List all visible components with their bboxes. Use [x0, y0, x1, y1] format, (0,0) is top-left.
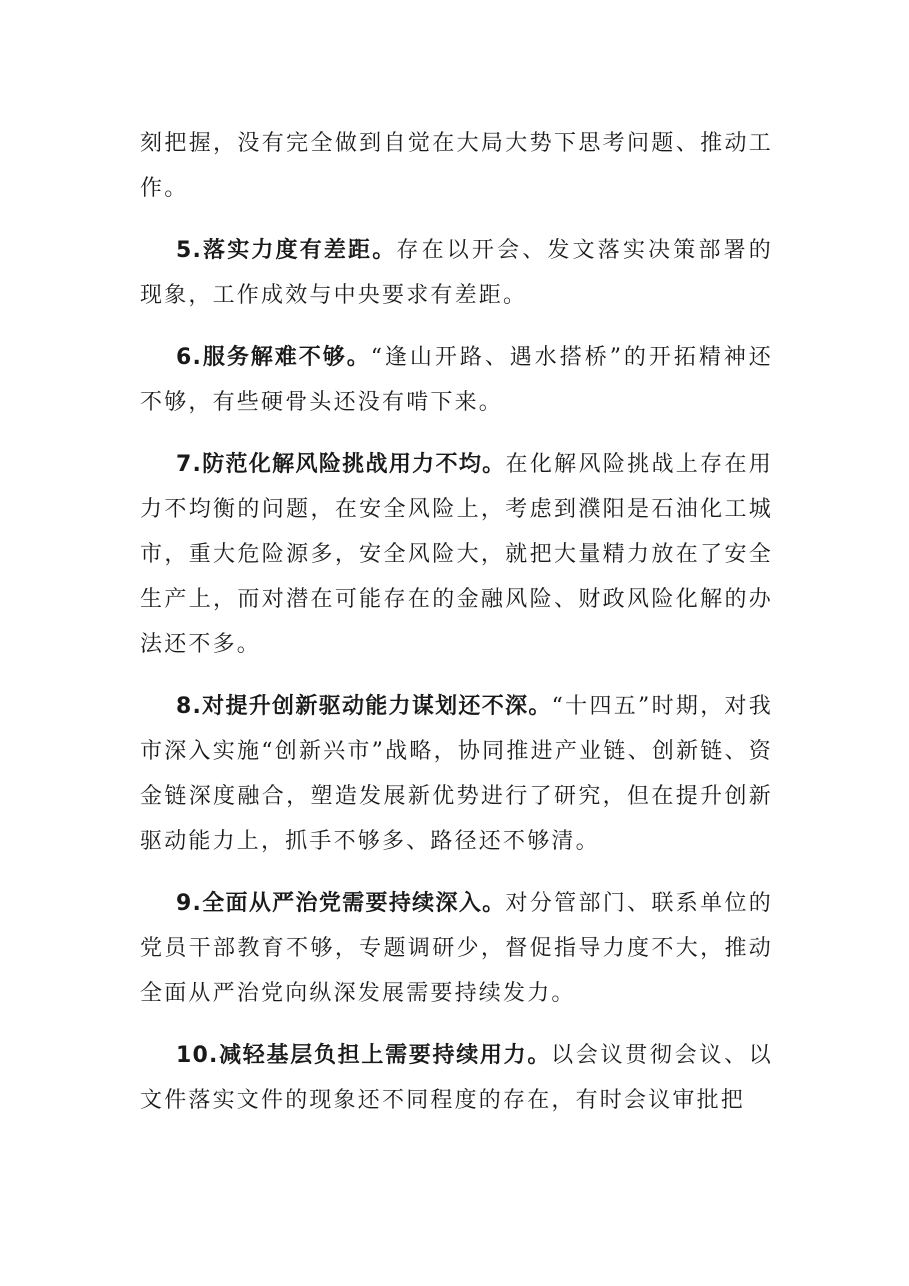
paragraph-body: 对分管部门、联系单位的党员干部教育不够，专题调研少，督促指导力度不大，推动全面从严治党向纵深发展需要持续发力。 [140, 891, 774, 1006]
paragraph-body: “十四五”时期，对我市深入实施“创新兴市”战略，协同推进产业链、创新链、资金链深度融合，塑造发展新优势进行了研究，但在提升创新驱动能力上，抓手不够多、路径还不够清。 [140, 694, 773, 854]
paragraph-body: “逢山开路、遇水搭桥”的开拓精神还不够，有些硬骨头还没有啃下来。 [140, 345, 773, 415]
paragraph-body: 存在以开会、发文落实决策部署的现象，工作成效与中央要求有差距。 [140, 238, 773, 308]
paragraph-item-10 [140, 1033, 773, 1123]
paragraph-heading: 7.防范化解风险挑战用力不均。 [176, 452, 506, 477]
paragraph-item-7 [140, 442, 773, 667]
paragraph-item-5 [140, 228, 773, 318]
paragraph-body: 刻把握，没有完全做到自觉在大局大势下思考问题、推动工作。 [140, 131, 773, 201]
paragraph-heading: 6.服务解难不够。 [176, 345, 371, 370]
document-page [140, 121, 773, 1123]
paragraph-heading: 10.减轻基层负担上需要持续用力。 [176, 1043, 552, 1068]
paragraph-heading: 5.落实力度有差距。 [176, 238, 397, 263]
paragraph-continuation [140, 121, 773, 211]
paragraph-body: 以会议贯彻会议、以文件落实文件的现象还不同程度的存在，有时会议审批把 [140, 1043, 773, 1113]
paragraph-item-8 [140, 684, 773, 864]
paragraph-item-6 [140, 335, 773, 425]
paragraph-heading: 9.全面从严治党需要持续深入。 [176, 891, 506, 916]
paragraph-heading: 8.对提升创新驱动能力谋划还不深。 [176, 694, 552, 719]
paragraph-body: 在化解风险挑战上存在用力不均衡的问题，在安全风险上，考虑到濮阳是石油化工城市，重大危险源多，安全风险大，就把大量精力放在了安全生产上，而对潜在可能存在的金融风险、财政风险化解的办法还不多。 [140, 452, 774, 657]
paragraph-item-9 [140, 881, 773, 1016]
